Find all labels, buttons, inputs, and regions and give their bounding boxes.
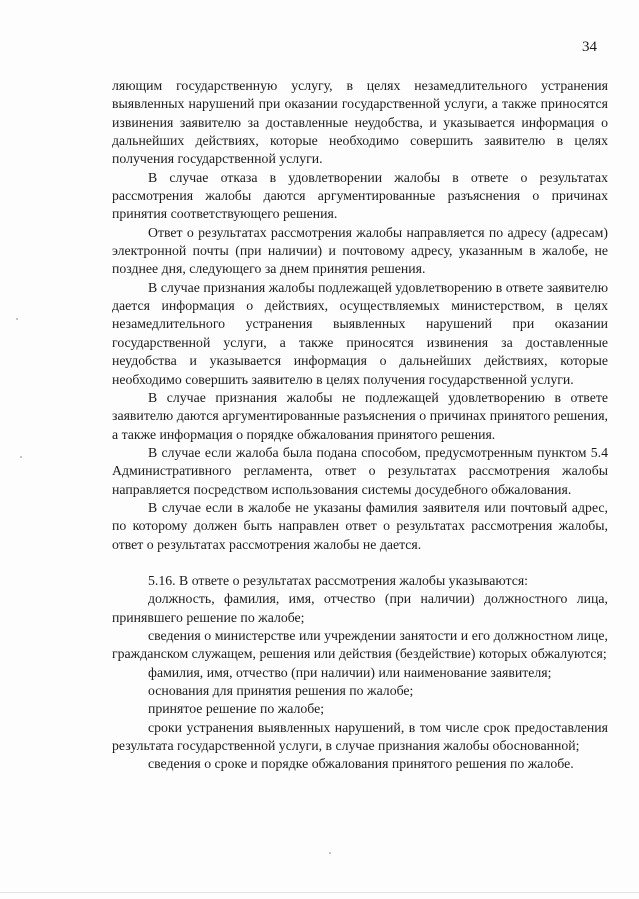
section-5-16-item: сведения о министерстве или учреждении занятости и его должностном лице, гражданском служащем, решения или действия (бездействие) которых обжалуются; — [112, 627, 608, 662]
paragraph-response-delivery: Ответ о результатах рассмотрения жалобы направляется по адресу (адресам) электронной почты (при наличии) и почтовому адресу, указанным в жалобе, не позднее дня, следующего за днем принятия решения. — [112, 224, 608, 277]
document-body — [112, 77, 608, 774]
scan-speck — [20, 456, 22, 458]
page-number: 34 — [582, 39, 597, 55]
section-5-16-item: фамилия, имя, отчество (при наличии) или наименование заявителя; — [148, 664, 552, 680]
section-5-16-item: сведения о сроке и порядке обжалования принятого решения по жалобе. — [148, 756, 574, 772]
section-5-16-item: основания для принятия решения по жалобе; — [148, 683, 414, 698]
scan-edge-line — [0, 892, 639, 893]
paragraph-complaint-satisfied: В случае признания жалобы подлежащей удовлетворению в ответе заявителю дается информация о действиях, осуществляемых министерством, в целях незамедлительного устранения выявленных нарушений при оказании государственной услуги, а также приносятся извинения за доставленные неудобства и указывается информация о дальнейших действиях, которые необходимо совершить заявителю в целях получения государственной услуги. — [112, 279, 608, 387]
paragraph-pretrial-system: В случае если жалоба была подана способом, предусмотренным пунктом 5.4 Административного регламента, ответ о результатах рассмотрения жалобы направляется посредством использования системы досудебного обжалования. — [112, 444, 608, 497]
paragraph-refusal: В случае отказа в удовлетворении жалобы в ответе о результатах рассмотрения жалобы даются аргументированные разъяснения о причинах принятия соответствующего решения. — [112, 169, 608, 222]
paragraph-complaint-rejected: В случае признания жалобы не подлежащей удовлетворению в ответе заявителю даются аргументированные разъяснения о причинах принятого решения, а также информация о порядке обжалования принятого решения. — [112, 389, 608, 442]
section-5-16-heading: 5.16. В ответе о результатах рассмотрения жалобы указываются: — [148, 572, 528, 588]
section-5-16-item: принятое решение по жалобе; — [148, 701, 325, 717]
section-5-16-item: должность, фамилия, имя, отчество (при наличии) должностного лица, принявшего решение по жалобе; — [112, 591, 608, 625]
scan-speck — [16, 318, 18, 320]
scan-speck — [329, 852, 331, 854]
paragraph-continuation: ляющим государственную услугу, в целях незамедлительного устранения выявленных нарушений при оказании государственной услуги, а также приносятся извинения заявителю за доставленные неудобства, и указывается информация о дальнейших действиях, которые необходимо совершить заявителю в целях получения государственной услуги. — [112, 78, 608, 167]
paragraph-no-address: В случае если в жалобе не указаны фамилия заявителя или почтовый адрес, по которому должен быть направлен ответ о результатах рассмотрения жалобы, ответ о результатах рассмотрения жалобы не дается. — [112, 499, 608, 552]
section-5-16-item: сроки устранения выявленных нарушений, в том числе срок предоставления результата государственной услуги, в случае признания жалобы обоснованной; — [112, 719, 608, 754]
